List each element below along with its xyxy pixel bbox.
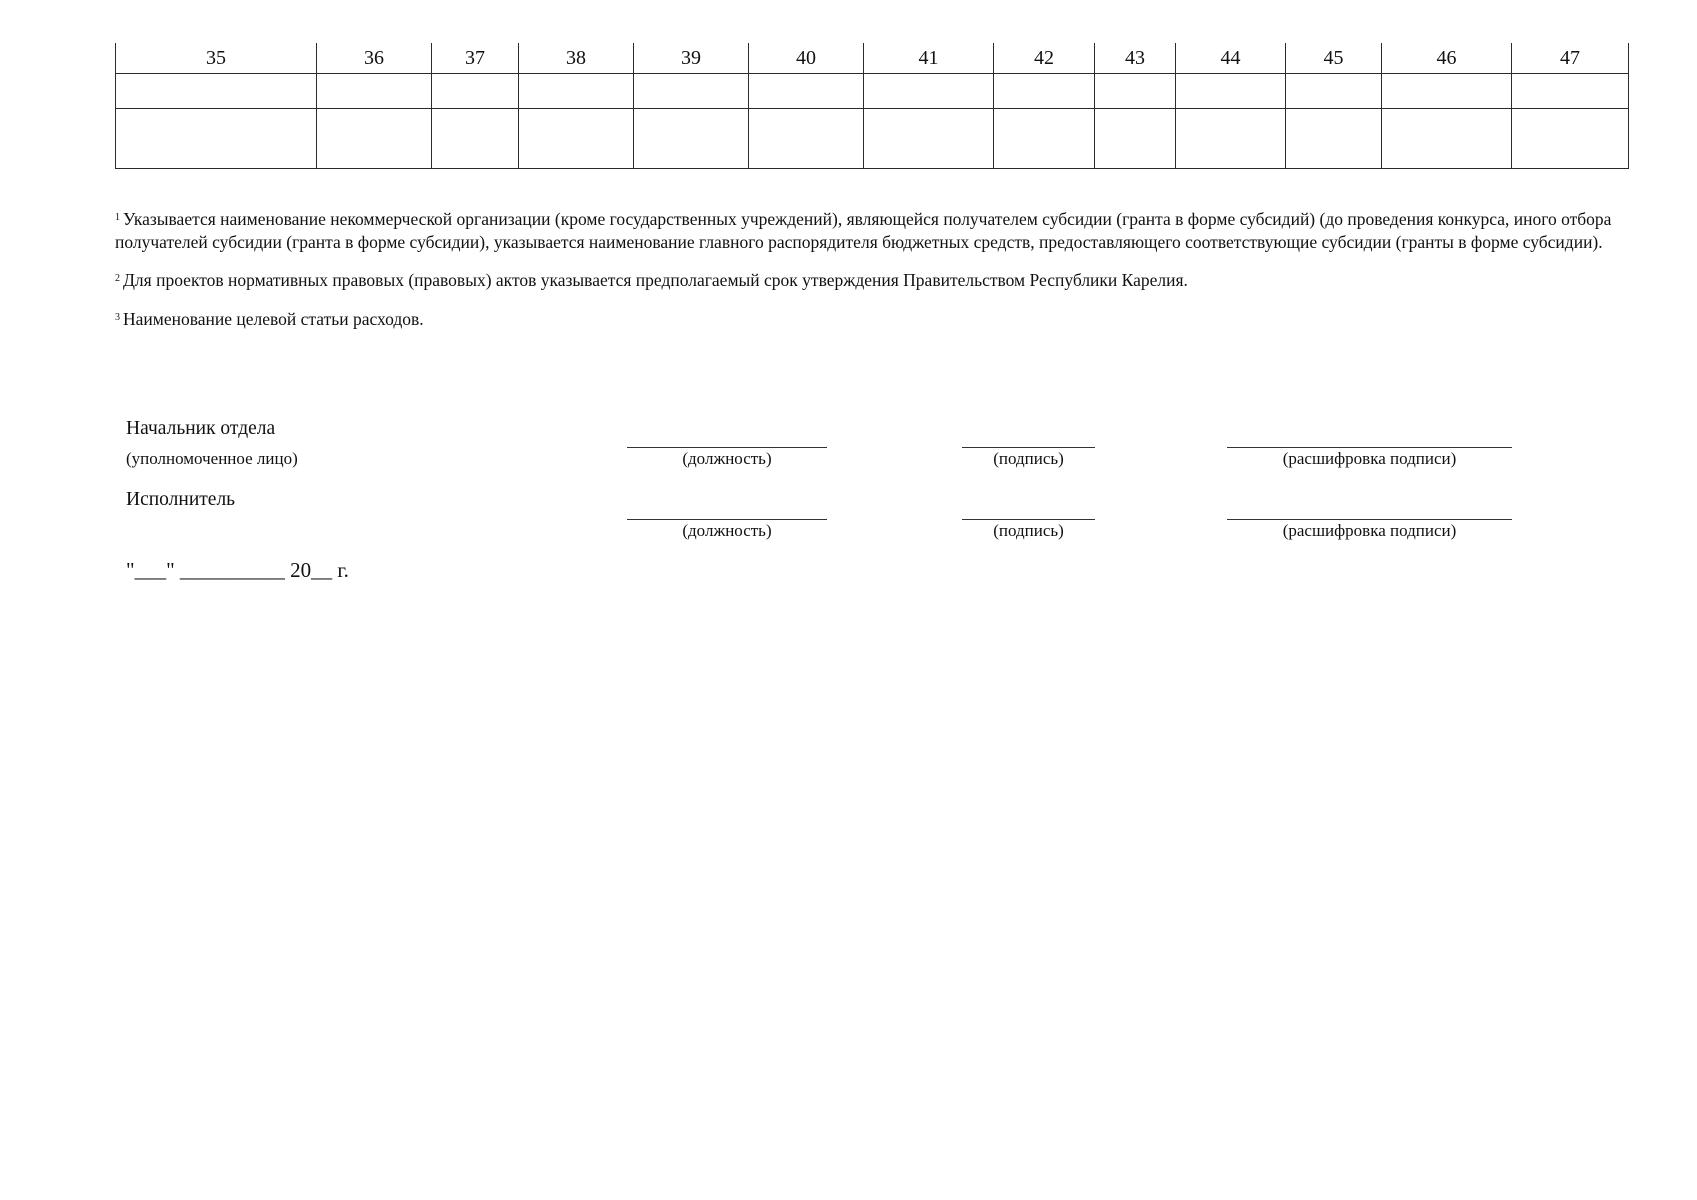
footnote-2 xyxy=(115,268,1650,292)
column-number-cell: 37 xyxy=(432,43,519,74)
column-number-row xyxy=(116,43,1629,74)
footnote-text: Наименование целевой статьи расходов. xyxy=(123,308,424,329)
data-table xyxy=(115,43,1629,169)
column-number-cell: 42 xyxy=(994,43,1095,74)
column-number-cell: 45 xyxy=(1286,43,1382,74)
table-cell xyxy=(1512,74,1629,109)
table-cell xyxy=(1286,74,1382,109)
footnote-1 xyxy=(115,207,1650,253)
executor-decoding-caption: (расшифровка подписи) xyxy=(1282,521,1457,540)
head-signature-line xyxy=(962,447,1095,448)
table-cell xyxy=(1095,74,1176,109)
head-position-line xyxy=(627,447,827,448)
head-position-caption: (должность) xyxy=(682,449,772,468)
table-cell xyxy=(116,74,317,109)
table-cell xyxy=(432,109,519,169)
executor-decoding-line xyxy=(1227,519,1512,520)
table-cell xyxy=(1512,109,1629,169)
table-cell xyxy=(317,109,432,169)
head-subtitle: (уполномоченное лицо) xyxy=(126,449,298,468)
column-number-cell: 44 xyxy=(1176,43,1286,74)
table-row xyxy=(116,109,1629,169)
executor-signature-line xyxy=(962,519,1095,520)
table-cell xyxy=(864,109,994,169)
table-row xyxy=(116,74,1629,109)
table-cell xyxy=(1286,109,1382,169)
table-cell xyxy=(519,109,634,169)
table-cell xyxy=(994,109,1095,169)
column-number-cell: 35 xyxy=(116,43,317,74)
footnotes xyxy=(115,207,1650,345)
head-title: Начальник отдела xyxy=(126,418,276,439)
footnote-marker: 1 xyxy=(115,212,120,223)
table-cell xyxy=(1095,109,1176,169)
head-decoding-line xyxy=(1227,447,1512,448)
footnote-text: Для проектов нормативных правовых (правовых) актов указывается предполагаемый срок утверждения Правительством Республики Карелия. xyxy=(123,270,1188,290)
executor-signature-caption: (подпись) xyxy=(993,521,1064,540)
column-number-cell: 46 xyxy=(1382,43,1512,74)
executor-position-line xyxy=(627,519,827,520)
table-cell xyxy=(519,74,634,109)
table-cell xyxy=(317,74,432,109)
table-cell xyxy=(749,109,864,169)
table-cell xyxy=(994,74,1095,109)
table-cell xyxy=(749,74,864,109)
executor-title: Исполнитель xyxy=(126,489,236,510)
column-number-cell: 41 xyxy=(864,43,994,74)
head-signature-caption: (подпись) xyxy=(993,449,1064,468)
column-number-cell: 40 xyxy=(749,43,864,74)
column-number-cell: 39 xyxy=(634,43,749,74)
table-cell xyxy=(864,74,994,109)
date-line: "___" __________ 20__ г. xyxy=(126,558,349,582)
column-number-cell: 36 xyxy=(317,43,432,74)
table-cell xyxy=(432,74,519,109)
footnote-marker: 3 xyxy=(115,311,120,323)
table-cell xyxy=(1176,109,1286,169)
column-number-cell: 38 xyxy=(519,43,634,74)
table-cell xyxy=(1382,109,1512,169)
table-cell xyxy=(1176,74,1286,109)
footnote-text: Указывается наименование некоммерческой организации (кроме государственных учреждений), являющейся получателем субсидии (гранта в форме субсидий) (до проведения конкурса, иного отбора получателей субсидии (гранта в форме субсидии), указывается наименование главного распорядителя бюджетных средств, предоставляющего соответствующие субсидии (гранты в форме субсидии). xyxy=(115,209,1612,252)
footnote-marker: 2 xyxy=(115,273,120,284)
column-number-cell: 43 xyxy=(1095,43,1176,74)
table-cell xyxy=(634,109,749,169)
footnote-3 xyxy=(115,307,1650,331)
executor-position-caption: (должность) xyxy=(682,521,772,540)
table-cell xyxy=(1382,74,1512,109)
head-decoding-caption: (расшифровка подписи) xyxy=(1282,449,1457,468)
column-number-cell: 47 xyxy=(1512,43,1629,74)
table-cell xyxy=(634,74,749,109)
table-cell xyxy=(116,109,317,169)
